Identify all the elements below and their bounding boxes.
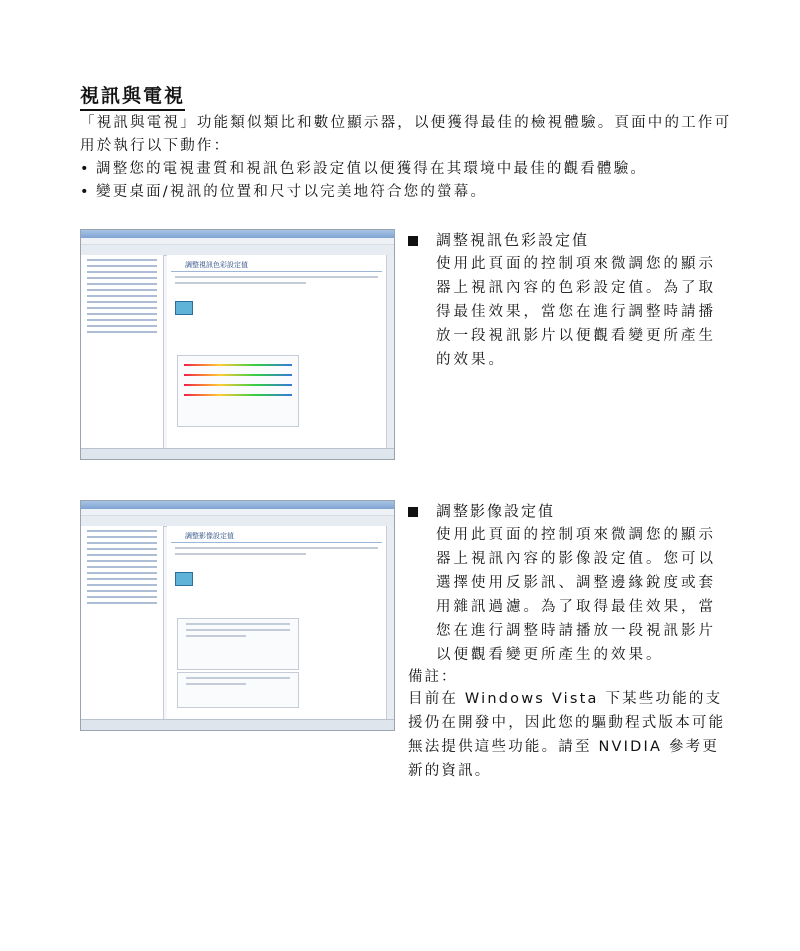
content-pane — [167, 255, 386, 449]
color-sliders-panel — [177, 355, 299, 427]
bullet-text: 變更桌面/視訊的位置和尺寸以完美地符合您的螢幕。 — [96, 184, 488, 200]
image-settings-screenshot — [80, 500, 395, 731]
section-bullet-square — [408, 507, 418, 517]
intro-text: 「視訊與電視」功能類似類比和數位顯示器，以便獲得最佳的檢視體驗。頁面中的工作可用於執行以下動作： — [80, 115, 732, 154]
section-bullet-square — [408, 236, 418, 246]
task-tree — [81, 526, 164, 720]
monitor-icon — [175, 572, 193, 586]
bullet-dot: • — [80, 161, 91, 177]
scrollbar — [386, 526, 394, 720]
section-heading: 調整視訊色彩設定值 — [436, 231, 590, 249]
page-title: 視訊與電視 — [80, 84, 185, 111]
note-label: 備註： — [408, 669, 458, 685]
monitor-icon — [175, 301, 193, 315]
window-menubar — [81, 509, 394, 516]
status-bar — [81, 448, 394, 459]
window-menubar — [81, 238, 394, 245]
section-body: 使用此頁面的控制項來微調您的顯示器上視訊內容的影像設定值。您可以選擇使用反影訊、調整邊緣銳度或套用雜訊過濾。為了取得最佳效果，當您在進行調整時請播放一段視訊影片以便觀看變更所產生的效果。 — [436, 527, 716, 663]
window-titlebar — [81, 501, 394, 509]
intro-paragraph — [80, 112, 740, 158]
task-tree — [81, 255, 164, 449]
screenshot-header: 調整視訊色彩設定值 — [171, 259, 382, 272]
note-body: 目前在 Windows Vista 下某些功能的支援仍在開發中，因此您的驅動程式版本可能無法提供這些功能。請至 NVIDIA 參考更新的資訊。 — [408, 691, 726, 779]
content-pane — [167, 526, 386, 720]
screenshot-header: 調整影像設定值 — [171, 530, 382, 543]
bullet-text: 調整您的電視畫質和視訊色彩設定值以便獲得在其環境中最佳的觀看體驗。 — [96, 161, 648, 177]
window-titlebar — [81, 230, 394, 238]
bullet-dot: • — [80, 184, 91, 200]
bullet-item — [80, 158, 647, 181]
color-settings-screenshot — [80, 229, 395, 460]
bullet-item — [80, 181, 487, 204]
section-heading: 調整影像設定值 — [436, 502, 556, 520]
edge-options-panel — [177, 618, 299, 670]
section-body: 使用此頁面的控制項來微調您的顯示器上視訊內容的色彩設定值。為了取得最佳效果，當您在進行調整時請播放一段視訊影片以便觀看變更所產生的效果。 — [436, 256, 716, 368]
status-bar — [81, 719, 394, 730]
noise-options-panel — [177, 672, 299, 708]
scrollbar — [386, 255, 394, 449]
